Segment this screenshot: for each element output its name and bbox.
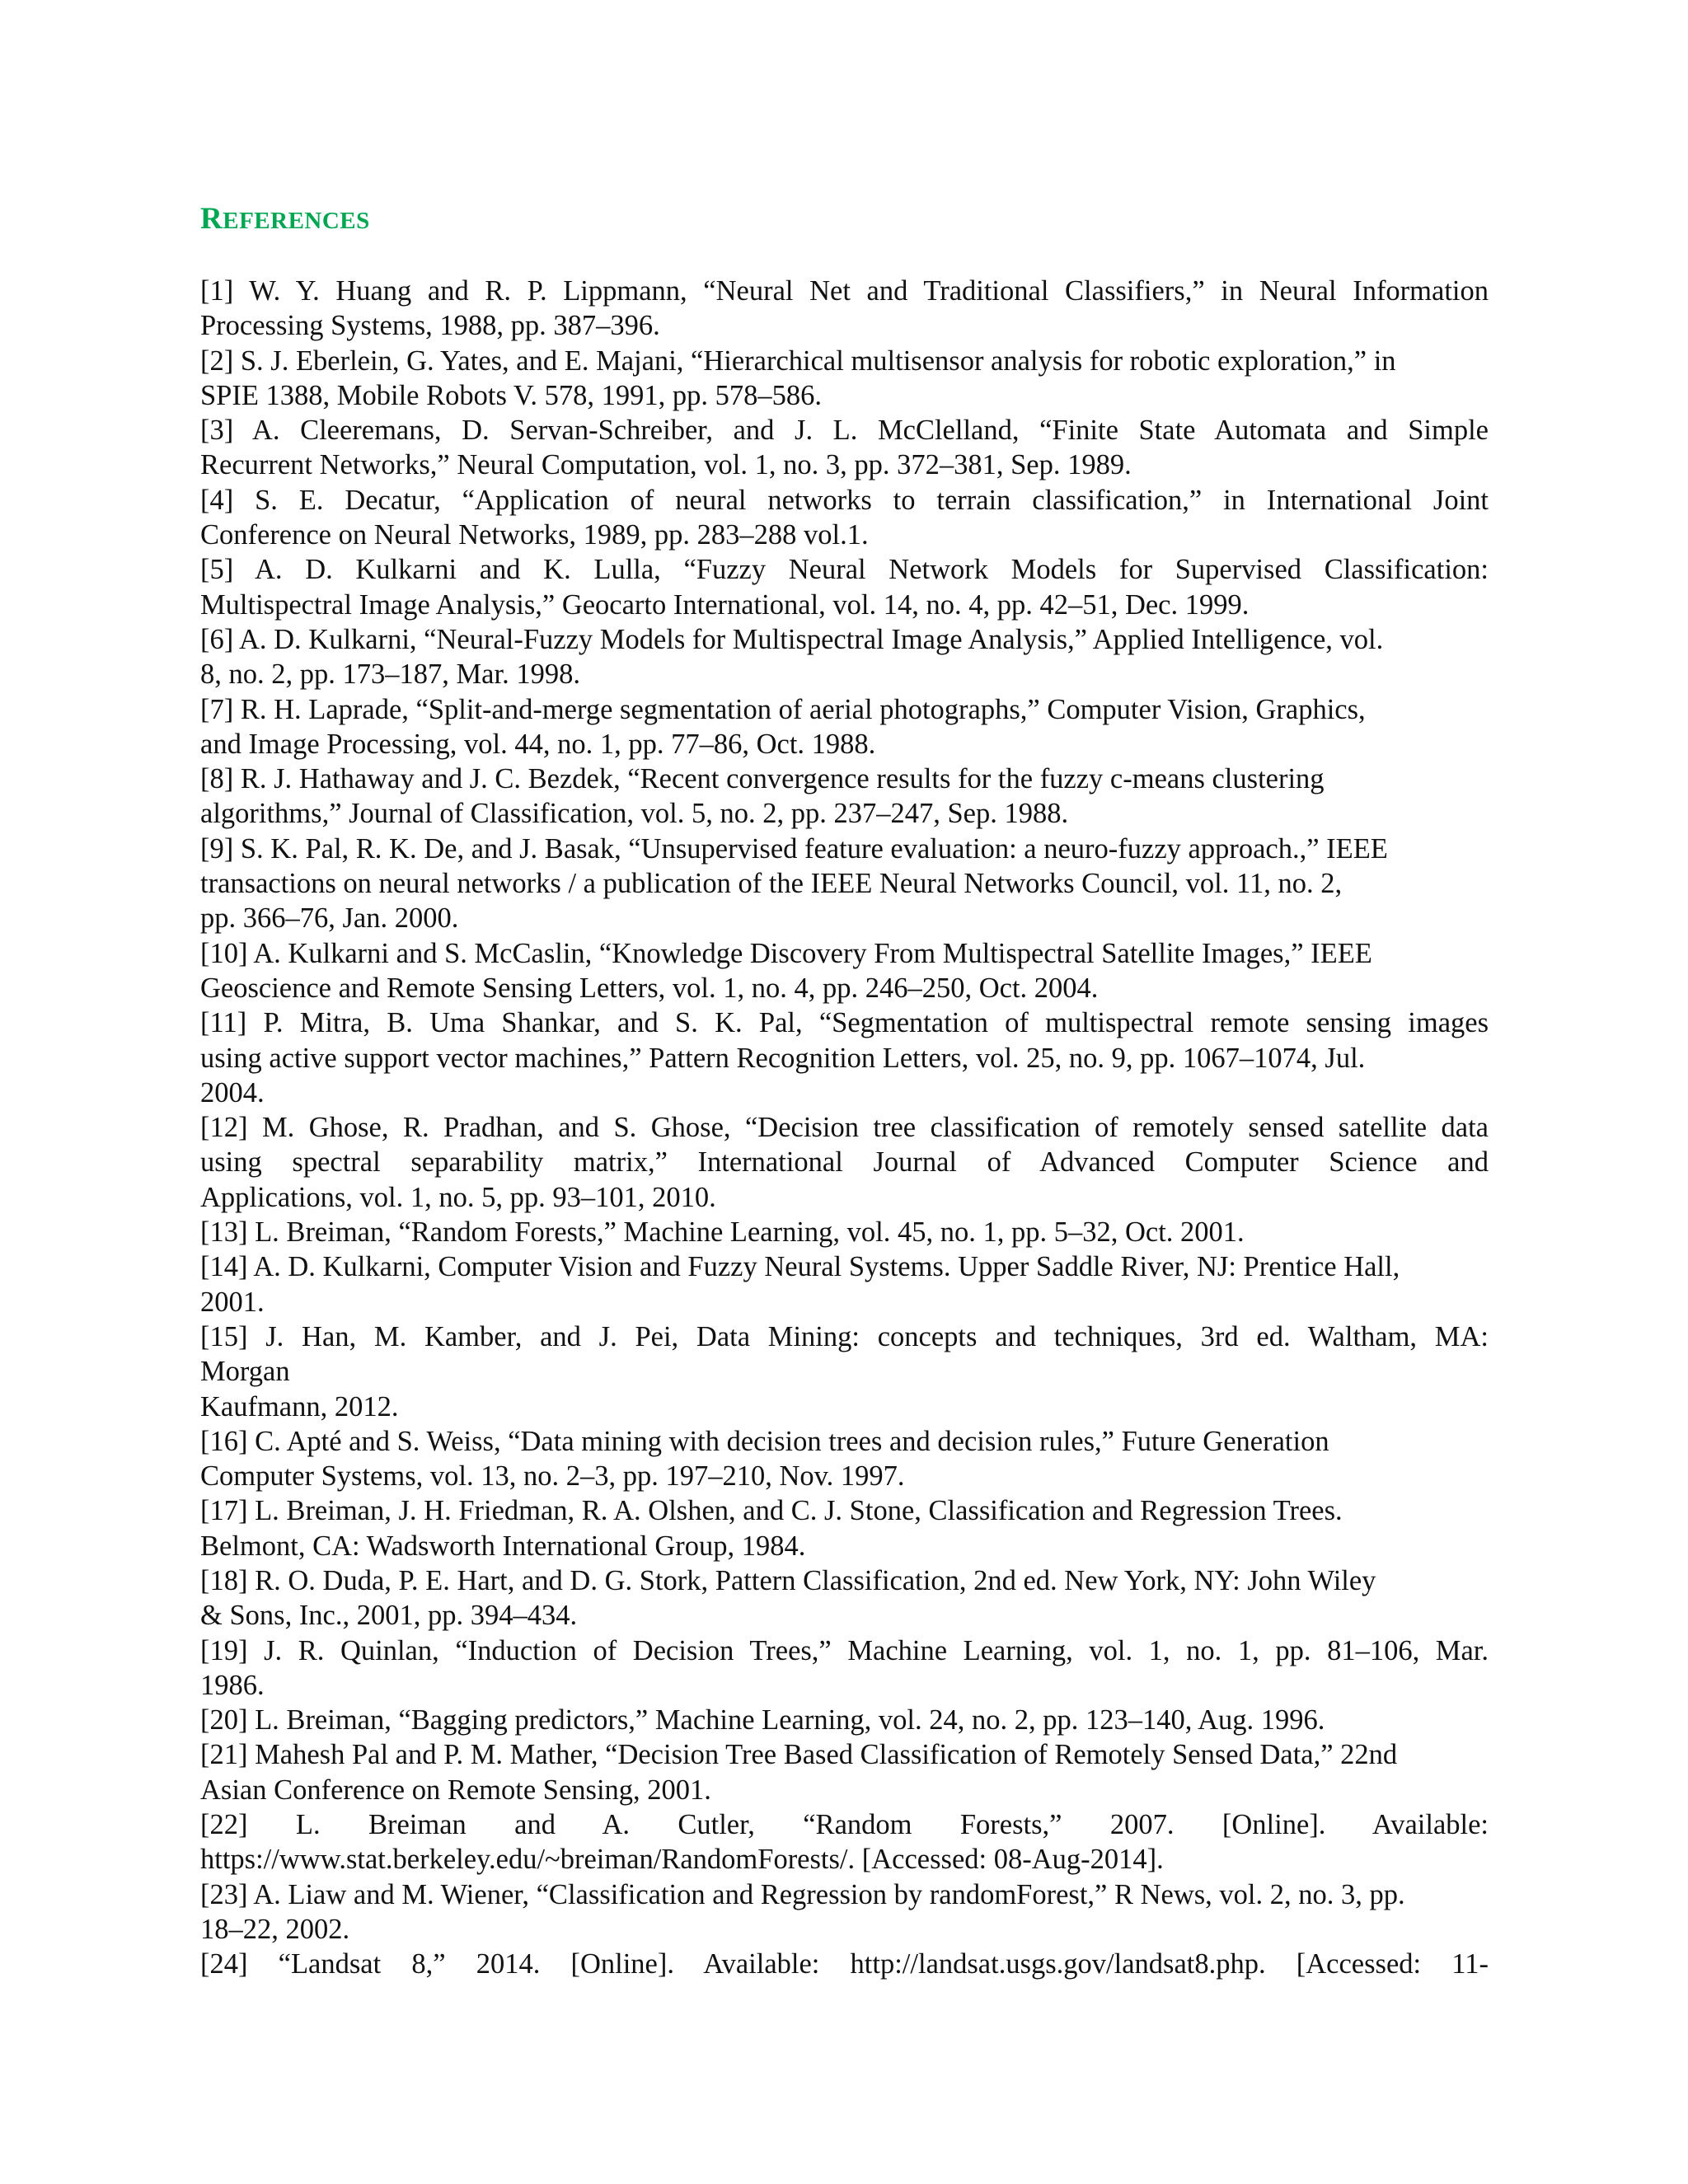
reference-line: [21] Mahesh Pal and P. M. Mather, “Decision Tree Based Classification of Remotely Sensed Data,” 22nd: [200, 1739, 1398, 1771]
reference-line: Belmont, CA: Wadsworth International Group, 1984.: [200, 1530, 806, 1562]
reference-line: [24] “Landsat 8,” 2014. [Online]. Available: http://landsat.usgs.gov/landsat8.php. [Accessed: 11-: [200, 1948, 1489, 1980]
reference-entry: [200, 762, 1489, 832]
reference-line: using active support vector machines,” Pattern Recognition Letters, vol. 25, no. 9, pp. 1067–1074, Jul.: [200, 1042, 1366, 1074]
reference-entry: [200, 1737, 1489, 1807]
reference-line: [12] M. Ghose, R. Pradhan, and S. Ghose, “Decision tree classification of remotely sensed satellite data: [200, 1112, 1489, 1144]
reference-line: [7] R. H. Laprade, “Split-and-merge segmentation of aerial photographs,” Computer Vision, Graphics,: [200, 693, 1366, 725]
reference-line: [22] L. Breiman and A. Cutler, “Random Forests,” 2007. [Online]. Available:: [200, 1809, 1489, 1841]
reference-line: Geoscience and Remote Sensing Letters, vol. 1, no. 4, pp. 246–250, Oct. 2004.: [200, 972, 1099, 1004]
reference-entry: [200, 1005, 1489, 1110]
reference-entry: [200, 1877, 1489, 1947]
reference-line: Applications, vol. 1, no. 5, pp. 93–101, 2010.: [200, 1181, 716, 1213]
reference-line: [15] J. Han, M. Kamber, and J. Pei, Data Mining: concepts and techniques, 3rd ed. Waltham, MA:: [200, 1320, 1489, 1352]
reference-entry: [200, 1807, 1489, 1877]
reference-line: SPIE 1388, Mobile Robots V. 578, 1991, pp. 578–586.: [200, 379, 822, 411]
reference-entry: [200, 483, 1489, 553]
heading-initial: R: [200, 202, 223, 236]
reference-entry: [200, 622, 1489, 692]
reference-entry: [200, 1319, 1489, 1424]
reference-entry: [200, 1215, 1489, 1249]
reference-line: 1986.: [200, 1669, 265, 1701]
reference-entry: [200, 1633, 1489, 1704]
reference-entry: [200, 832, 1489, 936]
reference-line: [8] R. J. Hathaway and J. C. Bezdek, “Recent convergence results for the fuzzy c-means clustering: [200, 763, 1325, 795]
reference-line: [5] A. D. Kulkarni and K. Lulla, “Fuzzy Neural Network Models for Supervised Classification:: [200, 554, 1489, 586]
reference-line: [13] L. Breiman, “Random Forests,” Machine Learning, vol. 45, no. 1, pp. 5–32, Oct. 2001.: [200, 1216, 1245, 1249]
reference-line: [10] A. Kulkarni and S. McCaslin, “Knowledge Discovery From Multispectral Satellite Images,” IEEE: [200, 937, 1372, 969]
reference-line: [20] L. Breiman, “Bagging predictors,” Machine Learning, vol. 24, no. 2, pp. 123–140, Aug. 1996.: [200, 1704, 1325, 1736]
reference-line: [6] A. D. Kulkarni, “Neural-Fuzzy Models for Multispectral Image Analysis,” Applied Intelligence, vol.: [200, 623, 1384, 655]
reference-line: 2001.: [200, 1286, 265, 1318]
reference-line: [4] S. E. Decatur, “Application of neural networks to terrain classification,” in International Joint: [200, 484, 1489, 516]
reference-line: pp. 366–76, Jan. 2000.: [200, 902, 459, 935]
reference-entry: [200, 552, 1489, 622]
reference-line: transactions on neural networks / a publication of the IEEE Neural Networks Council, vol. 11, no. 2,: [200, 868, 1343, 900]
reference-line: [11] P. Mitra, B. Uma Shankar, and S. K. Pal, “Segmentation of multispectral remote sensing images: [200, 1007, 1489, 1039]
reference-line: Kaufmann, 2012.: [200, 1390, 399, 1422]
reference-line: using spectral separability matrix,” International Journal of Advanced Computer Science and: [200, 1146, 1489, 1179]
reference-line: Conference on Neural Networks, 1989, pp. 283–288 vol.1.: [200, 519, 869, 551]
reference-entry: [200, 413, 1489, 483]
reference-line: algorithms,” Journal of Classification, vol. 5, no. 2, pp. 237–247, Sep. 1988.: [200, 798, 1069, 830]
reference-line: [1] W. Y. Huang and R. P. Lippmann, “Neural Net and Traditional Classifiers,” in Neural Information: [200, 275, 1489, 307]
reference-line: 18–22, 2002.: [200, 1913, 350, 1945]
reference-entry: [200, 1249, 1489, 1319]
reference-entry: [200, 344, 1489, 414]
reference-entry: [200, 692, 1489, 762]
references-heading: [200, 203, 370, 239]
reference-line: 2004.: [200, 1076, 265, 1108]
reference-line: and Image Processing, vol. 44, no. 1, pp. 77–86, Oct. 1988.: [200, 728, 876, 760]
reference-entry: [200, 1424, 1489, 1494]
reference-entry: [200, 1493, 1489, 1563]
reference-line: Recurrent Networks,” Neural Computation, vol. 1, no. 3, pp. 372–381, Sep. 1989.: [200, 449, 1132, 481]
reference-list: [200, 274, 1489, 1982]
reference-line: Asian Conference on Remote Sensing, 2001.: [200, 1774, 711, 1806]
reference-line: Morgan: [200, 1356, 290, 1388]
reference-line: 8, no. 2, pp. 173–187, Mar. 1998.: [200, 658, 580, 691]
reference-line: [16] C. Apté and S. Weiss, “Data mining with decision trees and decision rules,” Future Generation: [200, 1425, 1329, 1457]
reference-line: [2] S. J. Eberlein, G. Yates, and E. Majani, “Hierarchical multisensor analysis for robotic exploration,” in: [200, 344, 1396, 377]
reference-line: [19] J. R. Quinlan, “Induction of Decision Trees,” Machine Learning, vol. 1, no. 1, pp. 81–106, Mar.: [200, 1634, 1489, 1666]
reference-line: & Sons, Inc., 2001, pp. 394–434.: [200, 1600, 578, 1632]
reference-line: [3] A. Cleeremans, D. Servan-Schreiber, and J. L. McClelland, “Finite State Automata and Simple: [200, 415, 1489, 447]
reference-entry: [200, 936, 1489, 1006]
reference-entry: [200, 1563, 1489, 1633]
reference-entry: [200, 1110, 1489, 1215]
reference-line: [14] A. D. Kulkarni, Computer Vision and Fuzzy Neural Systems. Upper Saddle River, NJ: Prentice Hall,: [200, 1251, 1400, 1283]
reference-line: [17] L. Breiman, J. H. Friedman, R. A. Olshen, and C. J. Stone, Classification and Regression Trees.: [200, 1495, 1343, 1527]
reference-line: Multispectral Image Analysis,” Geocarto International, vol. 14, no. 4, pp. 42–51, Dec. 1999.: [200, 588, 1250, 621]
reference-entry: [200, 1703, 1489, 1737]
reference-entry: [200, 274, 1489, 344]
reference-line: https://www.stat.berkeley.edu/~breiman/RandomForests/. [Accessed: 08-Aug-2014].: [200, 1844, 1164, 1876]
reference-line: [18] R. O. Duda, P. E. Hart, and D. G. Stork, Pattern Classification, 2nd ed. New York, NY: John Wiley: [200, 1564, 1376, 1596]
reference-line: Computer Systems, vol. 13, no. 2–3, pp. 197–210, Nov. 1997.: [200, 1460, 905, 1493]
reference-entry: [200, 1947, 1489, 1981]
reference-line: Processing Systems, 1988, pp. 387–396.: [200, 310, 660, 342]
reference-line: [23] A. Liaw and M. Wiener, “Classification and Regression by randomForest,” R News, vol. 2, no. 3, pp.: [200, 1878, 1405, 1910]
reference-line: [9] S. K. Pal, R. K. De, and J. Basak, “Unsupervised feature evaluation: a neuro-fuzzy approach.,” IEEE: [200, 832, 1388, 865]
heading-rest: EFERENCES: [223, 208, 370, 234]
